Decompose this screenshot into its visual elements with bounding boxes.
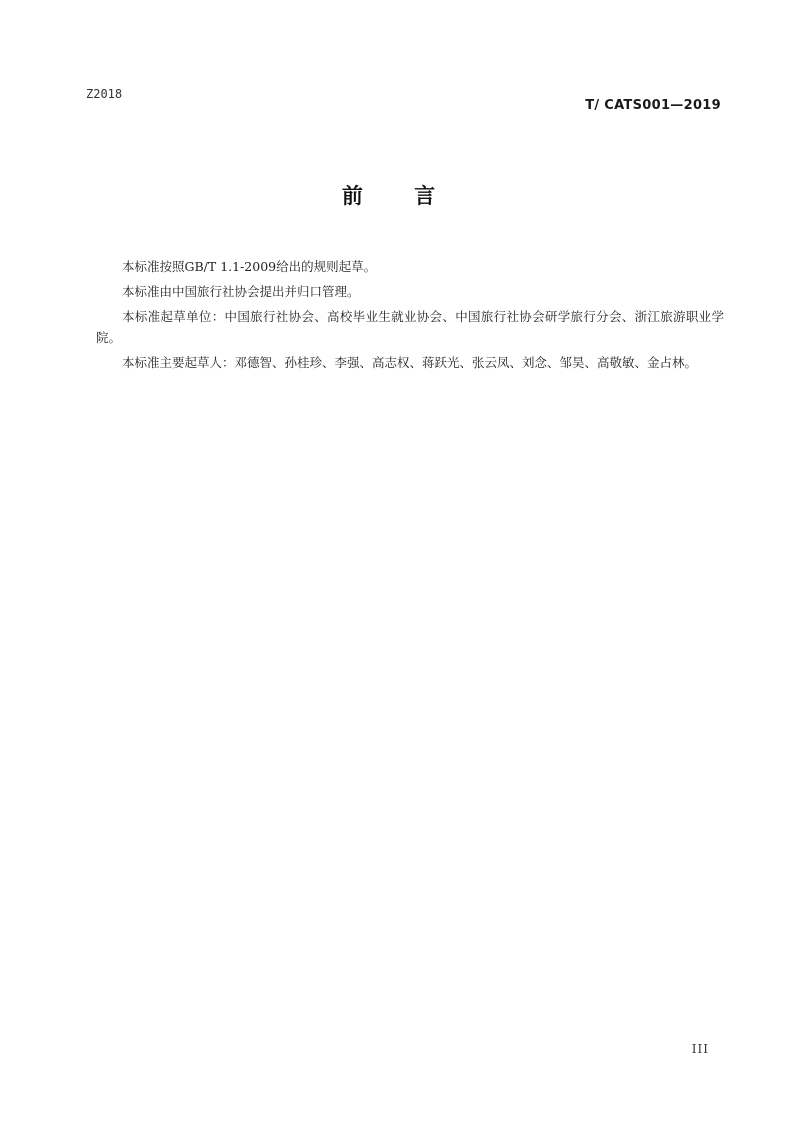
paragraph-drafting-units: 本标准起草单位：中国旅行社协会、高校毕业生就业协会、中国旅行社协会研学旅行分会、浙江旅游职业学院。 [96,309,724,345]
paragraph-proposer: 本标准由中国旅行社协会提出并归口管理。 [122,284,360,299]
page-number: III [691,1042,709,1056]
paragraph-drafters: 本标准主要起草人：邓德智、孙桂珍、李强、高志权、蒋跃光、张云凤、刘念、邹昊、高敬敏、金占林。 [122,355,698,370]
corner-code: Z2018 [86,87,123,101]
standard-code: T/ CATS001—2019 [585,98,721,113]
page-title: 前 言 [341,184,458,208]
paragraph-drafting-rules: 本标准按照GB/T 1.1-2009给出的规则起草。 [122,259,377,274]
foreword-body [96,256,724,377]
